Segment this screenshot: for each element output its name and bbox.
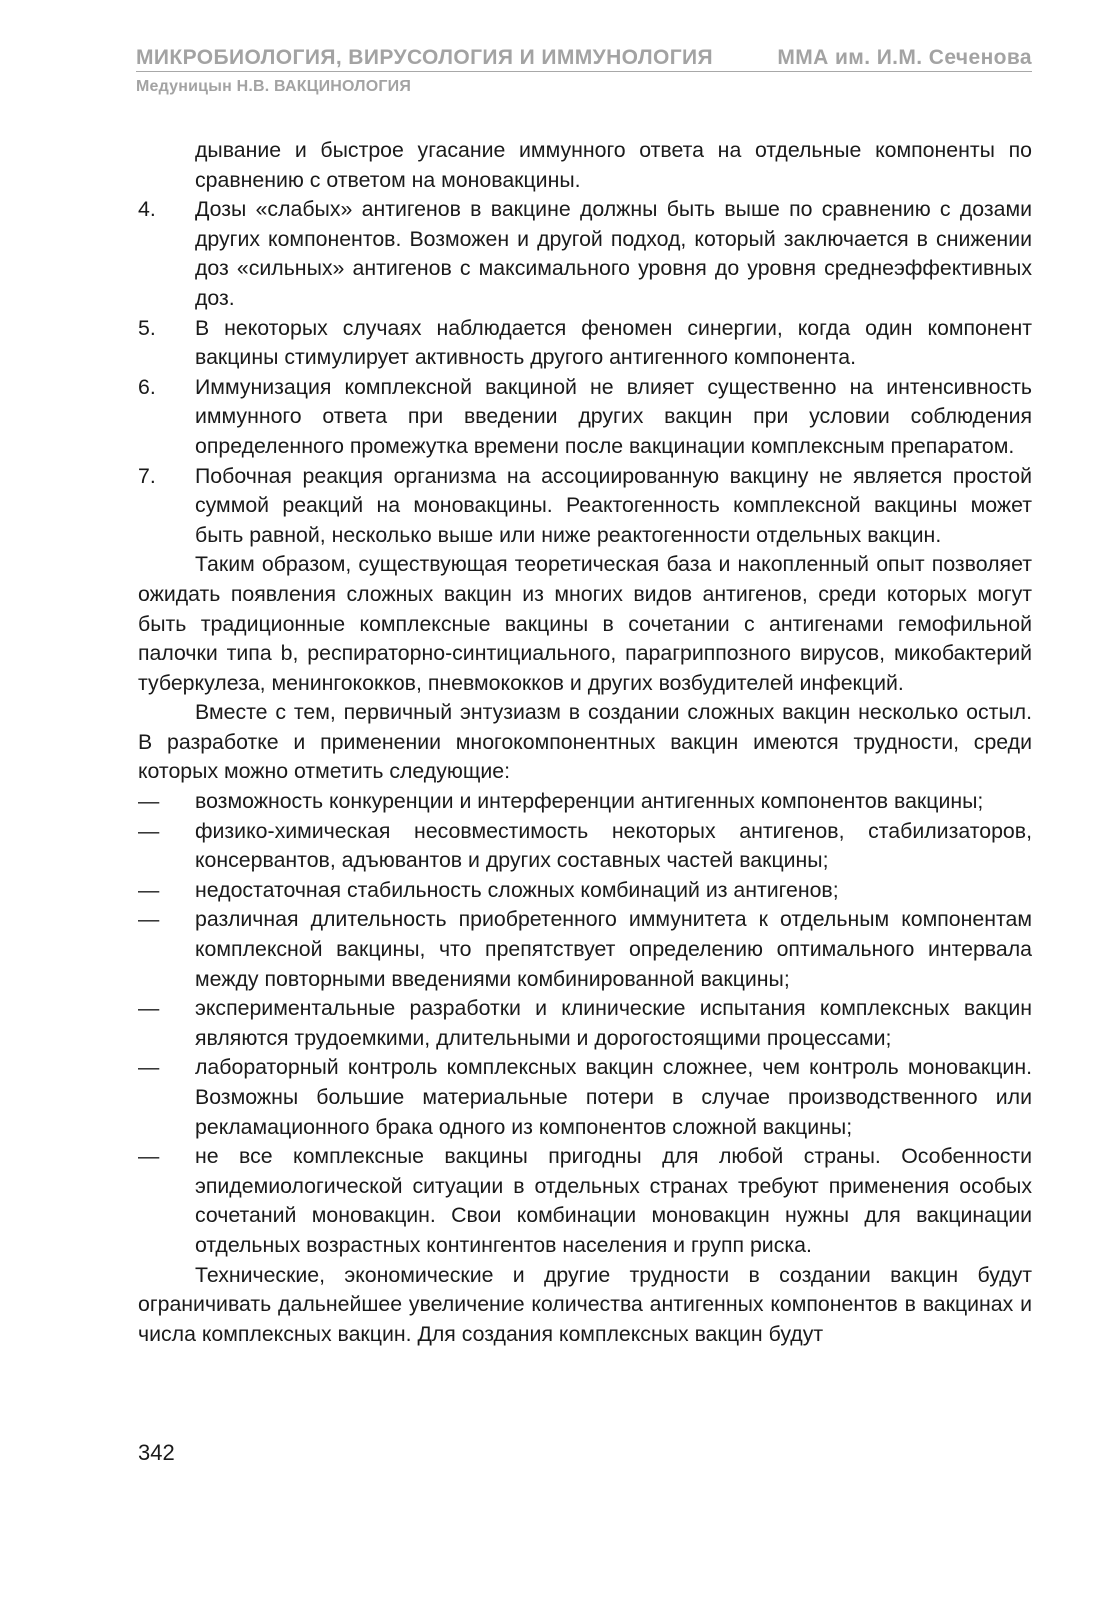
bullet-dash: — (138, 996, 160, 1021)
list-number: 4. (138, 197, 156, 222)
list-item-text: Дозы «слабых» антигенов в вакцине должны быть выше по сравнению с дозами других компонентов. Возможен и другой подход, который заключается в снижении доз «сильных» антигенов с максимального уровня до уровня среднеэффективных доз. (195, 197, 1032, 310)
continued-list-item-text: дывание и быстрое угасание иммунного ответа на отдельные компоненты по сравнению с ответом на моновакцины. (195, 138, 1032, 192)
list-item-text: В некоторых случаях наблюдается феномен синергии, когда один компонент вакцины стимулирует активность другого антигенного компонента. (195, 315, 1032, 370)
numbered-item-7 (138, 462, 1032, 551)
bullet-dash: — (138, 1055, 160, 1080)
paragraph-conclusion: Таким образом, существующая теоретическая база и накопленный опыт позволяет ожидать появления сложных вакцин из многих видов антигенов, среди которых могут быть традиционные комплексные вакцины в сочетании с антигенами гемофильной палочки типа b, респираторно-синтициального, парагриппозного вирусов, микобактерий туберкулеза, менингококков, пневмококков и других возбудителей инфекций. (138, 552, 1032, 695)
numbered-item-6 (138, 373, 1032, 462)
list-item-text: Побочная реакция организма на ассоциированную вакцину не является простой суммой реакций на моновакцины. Реактогенность комплексной вакцины может быть равной, несколько выше или ниже реактогенности отдельных вакцин. (195, 463, 1032, 547)
bullet-item (138, 1053, 1032, 1142)
bullet-item (138, 876, 1032, 906)
list-number: 5. (138, 315, 156, 340)
paragraph-final: Технические, экономические и другие трудности в создании вакцин будут ограничивать дальнейшее увеличение количества антигенных компонентов в вакцинах и числа комплексных вакцин. Для создания комплексных вакцин будут (138, 1262, 1032, 1346)
bullet-item-text: физико-химическая несовместимость некоторых антигенов, стабилизаторов, консервантов, адъювантов и других составных частей вакцины; (195, 818, 1032, 873)
bullet-item-text: различная длительность приобретенного иммунитета к отдельным компонентам комплексной вакцины, что препятствует определению оптимального интервала между повторными введениями комбинированной вакцины; (195, 907, 1032, 991)
bullet-item-text: лабораторный контроль комплексных вакцин сложнее, чем контроль моновакцин. Возможны большие материальные потери в случае производственного или рекламационного брака одного из компонентов сложной вакцины; (195, 1055, 1032, 1139)
numbered-item-5 (138, 314, 1032, 373)
list-number: 7. (138, 463, 156, 488)
page-number: 342 (138, 1440, 175, 1465)
bullet-item-text: не все комплексные вакцины пригодны для любой страны. Особенности эпидемиологической ситуации в отдельных странах требуют применения особых сочетаний моновакцин. Свои комбинации моновакцин нужны для вакцинации отдельных возрастных контингентов населения и групп риска. (195, 1144, 1032, 1257)
header-row (136, 46, 1032, 72)
numbered-item-4 (138, 195, 1032, 313)
running-header (136, 46, 1032, 96)
bullet-item-text: недостаточная стабильность сложных комбинаций из антигенов; (195, 877, 839, 902)
bullet-item-text: экспериментальные разработки и клинические испытания комплексных вакцин являются трудоемкими, длительными и дорогостоящими процессами; (195, 996, 1032, 1050)
bullet-item (138, 994, 1032, 1053)
page-body (138, 136, 1032, 1349)
bullet-dash: — (138, 907, 160, 932)
bullet-dash: — (138, 789, 160, 814)
list-number: 6. (138, 374, 156, 399)
header-subject: МИКРОБИОЛОГИЯ, ВИРУСОЛОГИЯ И ИММУНОЛОГИЯ (136, 46, 714, 69)
bullet-dash: — (138, 818, 160, 843)
bullet-item (138, 905, 1032, 994)
bullet-dash: — (138, 1144, 160, 1169)
header-author-line: Медуницын Н.В. ВАКЦИНОЛОГИЯ (136, 78, 412, 95)
list-item-text: Иммунизация комплексной вакциной не влияет существенно на интенсивность иммунного ответа при введении других вакцин при условии соблюдения определенного промежутка времени после вакцинации комплексным препаратом. (195, 374, 1032, 458)
header-institution: ММА им. И.М. Сеченова (777, 46, 1032, 69)
bullet-item-text: возможность конкуренции и интерференции антигенных компонентов вакцины; (195, 789, 984, 814)
bullet-item (138, 787, 1032, 817)
bullet-dash: — (138, 877, 160, 902)
bullet-item (138, 1142, 1032, 1260)
bullet-item (138, 817, 1032, 876)
paragraph-difficulties-intro: Вместе с тем, первичный энтузиазм в создании сложных вакцин несколько остыл. В разработке и применении многокомпонентных вакцин имеются трудности, среди которых можно отметить следующие: (138, 700, 1032, 784)
